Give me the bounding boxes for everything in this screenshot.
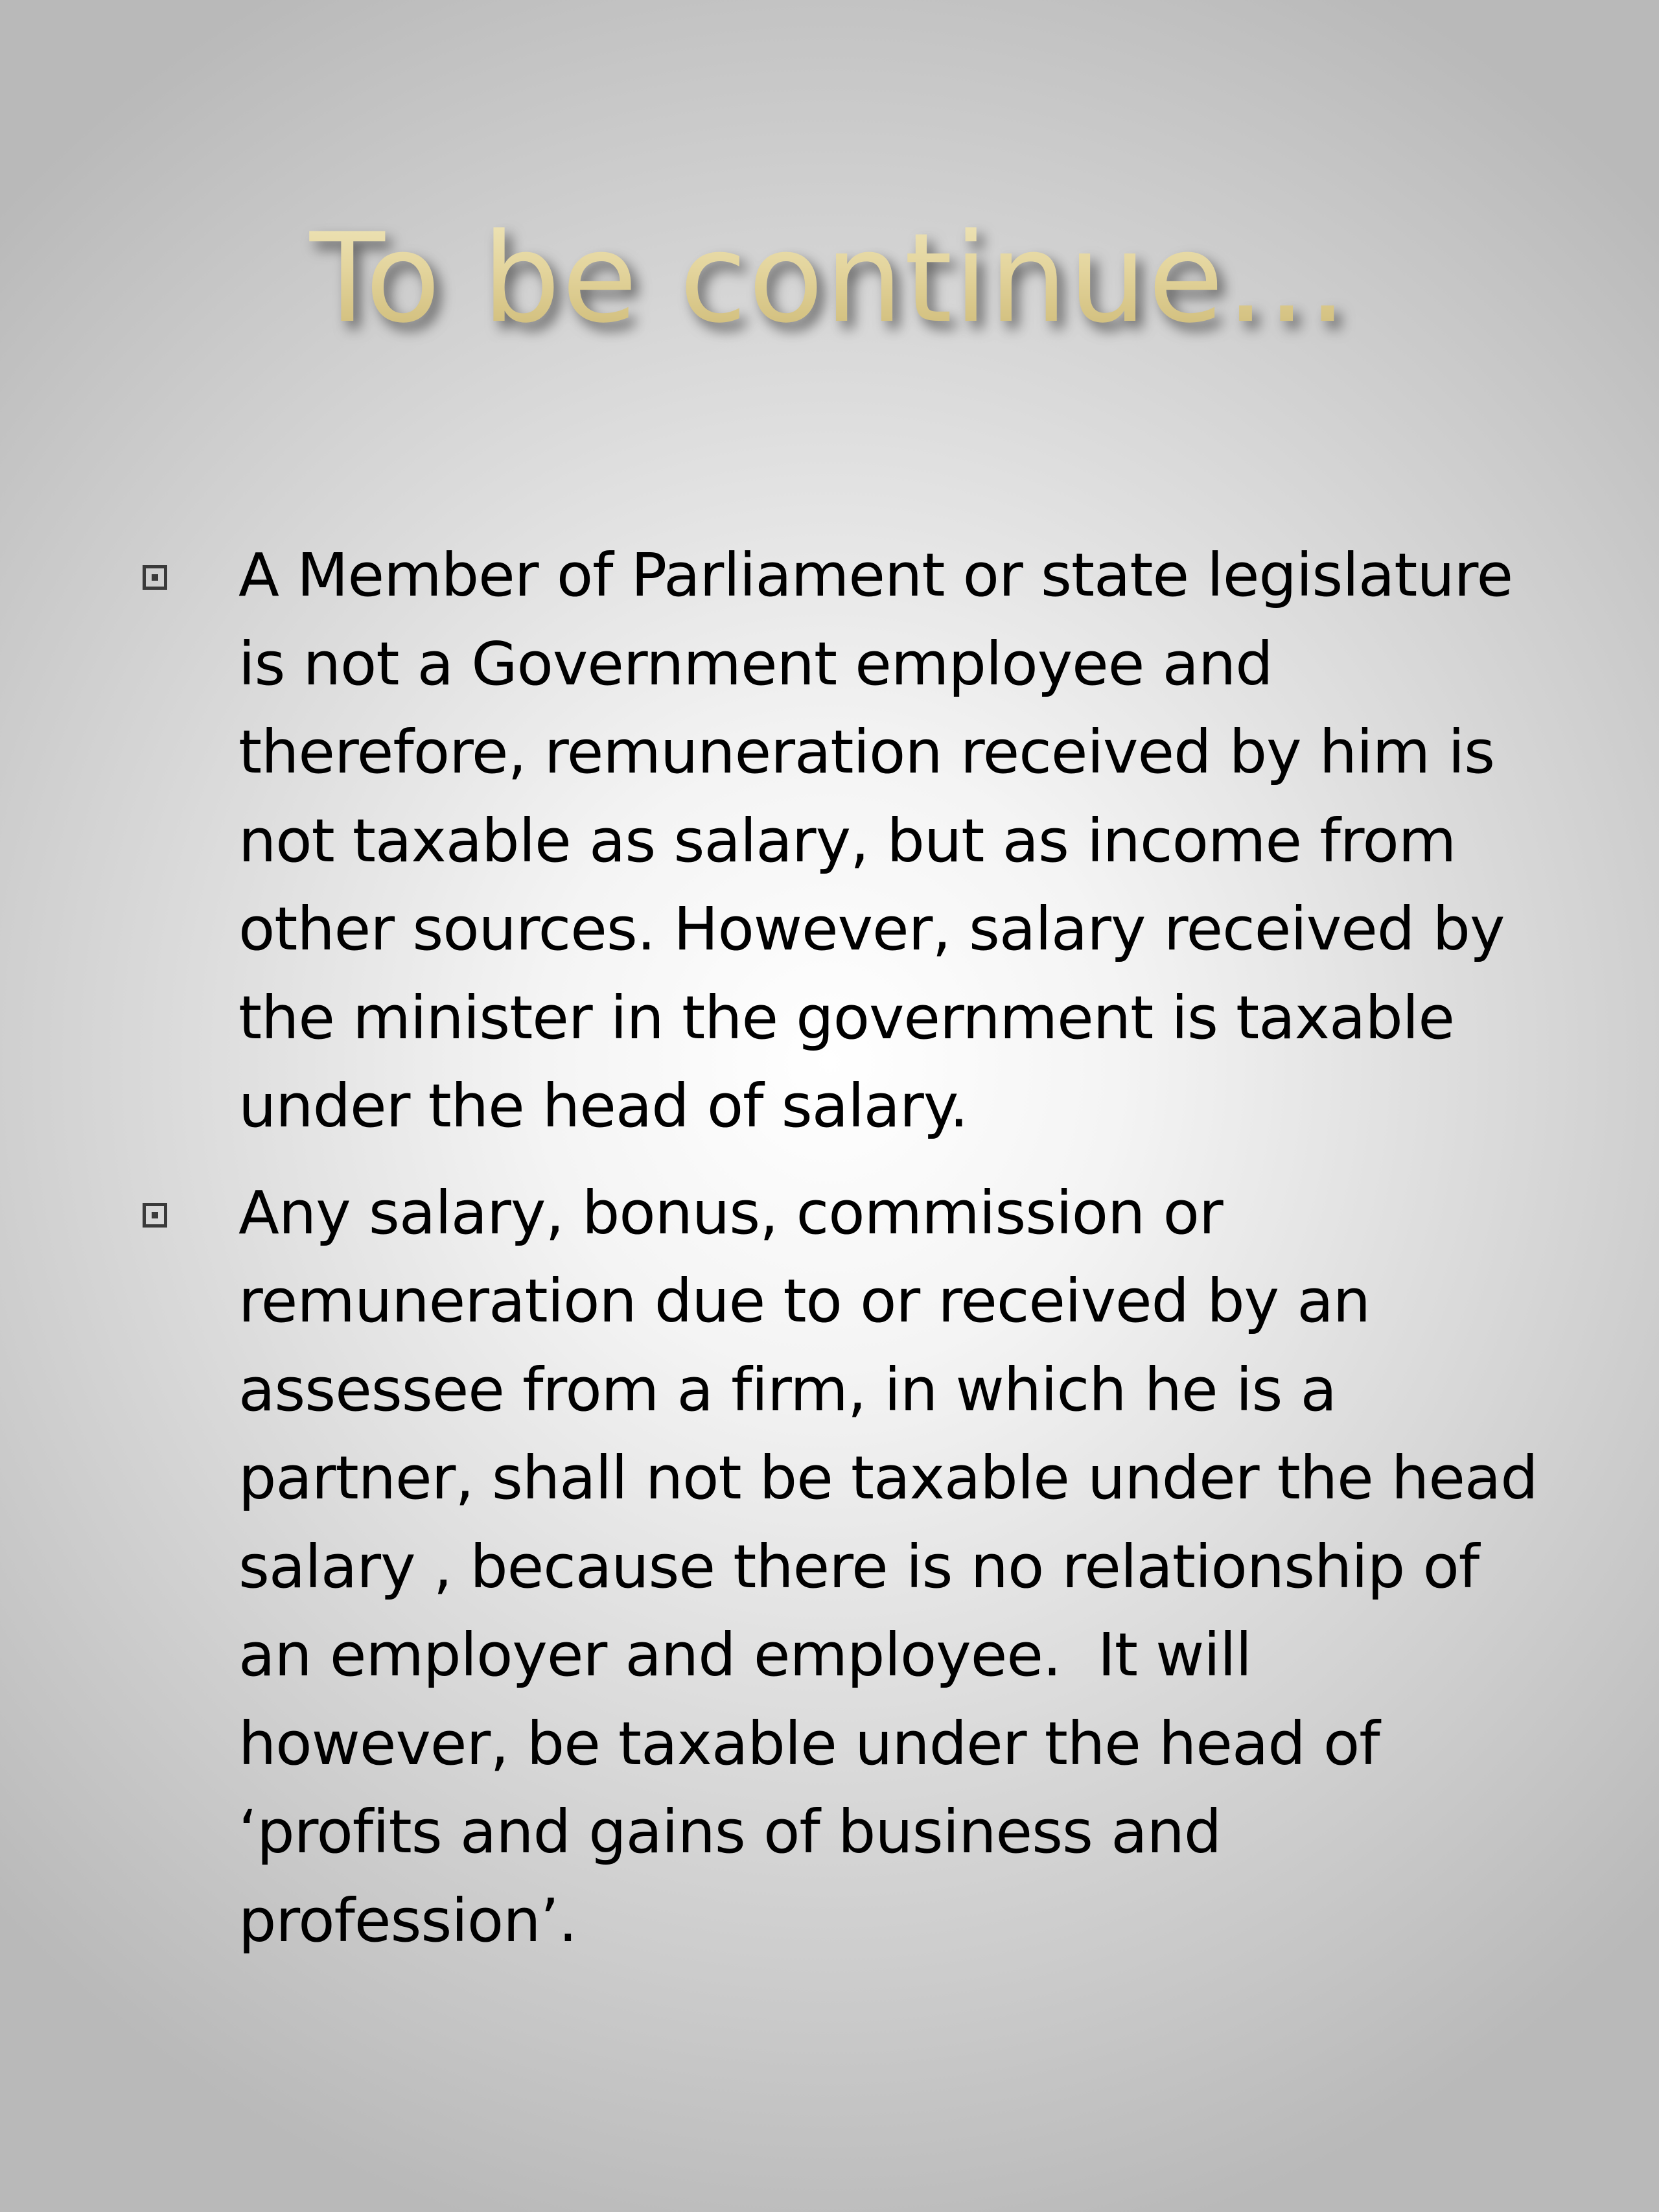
bullet-list xyxy=(139,531,1565,1983)
bullet-text-line: not taxable as salary, but as income from xyxy=(238,806,1456,876)
bullet-text-line: partner, shall not be taxable under the head xyxy=(238,1443,1538,1513)
bullet-text-line: therefore, remuneration received by him is xyxy=(238,717,1495,787)
bullet-text-line: the minister in the government is taxable xyxy=(238,983,1454,1053)
bullet-text-line: however, be taxable under the head of xyxy=(238,1708,1380,1778)
bullet-text-line: assessee from a firm, in which he is a xyxy=(238,1355,1337,1425)
bullet-item-2 xyxy=(139,1169,1565,1966)
bullet-text-line: other sources. However, salary received by xyxy=(238,894,1505,964)
bullet-text-line: salary , because there is no relationship of xyxy=(238,1531,1479,1601)
square-bullet-icon xyxy=(143,1203,167,1228)
bullet-text-line: ‘profits and gains of business and xyxy=(238,1797,1222,1867)
bullet-text-line: an employer and employee. It will xyxy=(238,1620,1252,1690)
slide-title: To be continue… xyxy=(0,194,1659,363)
bullet-text-line: is not a Government employee and xyxy=(238,629,1273,699)
bullet-text-line: Any salary, bonus, commission or xyxy=(238,1178,1223,1248)
bullet-text-line: under the head of salary. xyxy=(238,1071,968,1141)
bullet-text-line: A Member of Parliament or state legislature xyxy=(238,541,1513,610)
square-bullet-icon xyxy=(143,565,167,590)
bullet-text-line: remuneration due to or received by an xyxy=(238,1266,1371,1336)
bullet-item-1 xyxy=(139,531,1565,1151)
bullet-text-line: profession’. xyxy=(238,1885,577,1955)
